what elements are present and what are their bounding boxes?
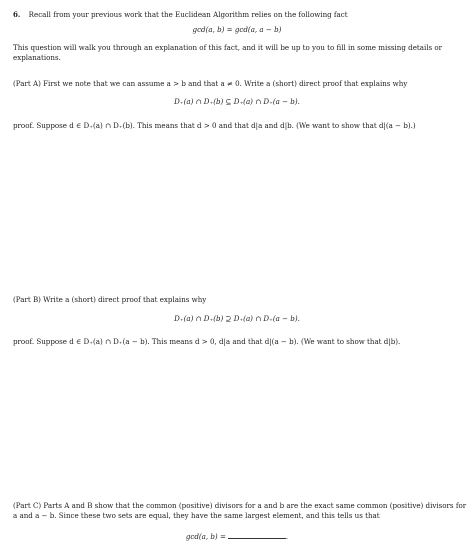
- answer-period: .: [285, 532, 289, 541]
- part-c-paragraph: (Part C) Parts A and B show that the common (positive) divisors for a and b are the exact same common (positive) divisors for a and a − b. Since these two sets are equal, they have the same largest element, and this tells us that: [13, 501, 467, 520]
- part-c-answer-line: [0, 531, 474, 541]
- answer-blank[interactable]: [228, 531, 289, 541]
- part-b-prompt: (Part B) Write a (short) direct proof that explains why: [13, 295, 207, 304]
- question-number: 6.: [13, 10, 21, 19]
- part-a-prompt: (Part A) First we note that we can assume a > b and that a ≠ 0. Write a (short) direct proof that explains why: [13, 79, 408, 88]
- part-b-proof: proof. Suppose d ∈ D₊(a) ∩ D₊(a − b). This means d > 0, d|a and that d|(a − b). (We want to show that d|b).: [13, 337, 401, 346]
- walkthrough-paragraph: This question will walk you through an explanation of this fact, and it will be up to you to fill in some missing details or explanations.: [13, 43, 443, 62]
- part-a-statement: D₊(a) ∩ D₊(b) ⊆ D₊(a) ∩ D₊(a − b).: [174, 97, 300, 106]
- gcd-fact-equation: gcd(a, b) = gcd(a, a − b): [192, 25, 282, 34]
- answer-lhs: gcd(a, b) =: [185, 532, 226, 541]
- question-header: [13, 10, 348, 19]
- question-intro: Recall from your previous work that the Euclidean Algorithm relies on the following fact: [28, 10, 348, 19]
- part-a-proof: proof. Suppose d ∈ D₊(a) ∩ D₊(b). This means that d > 0 and that d|a and d|b. (We want to show that d|(a − b).): [13, 121, 416, 130]
- part-b-statement: D₊(a) ∩ D₊(b) ⊇ D₊(a) ∩ D₊(a − b).: [174, 314, 300, 323]
